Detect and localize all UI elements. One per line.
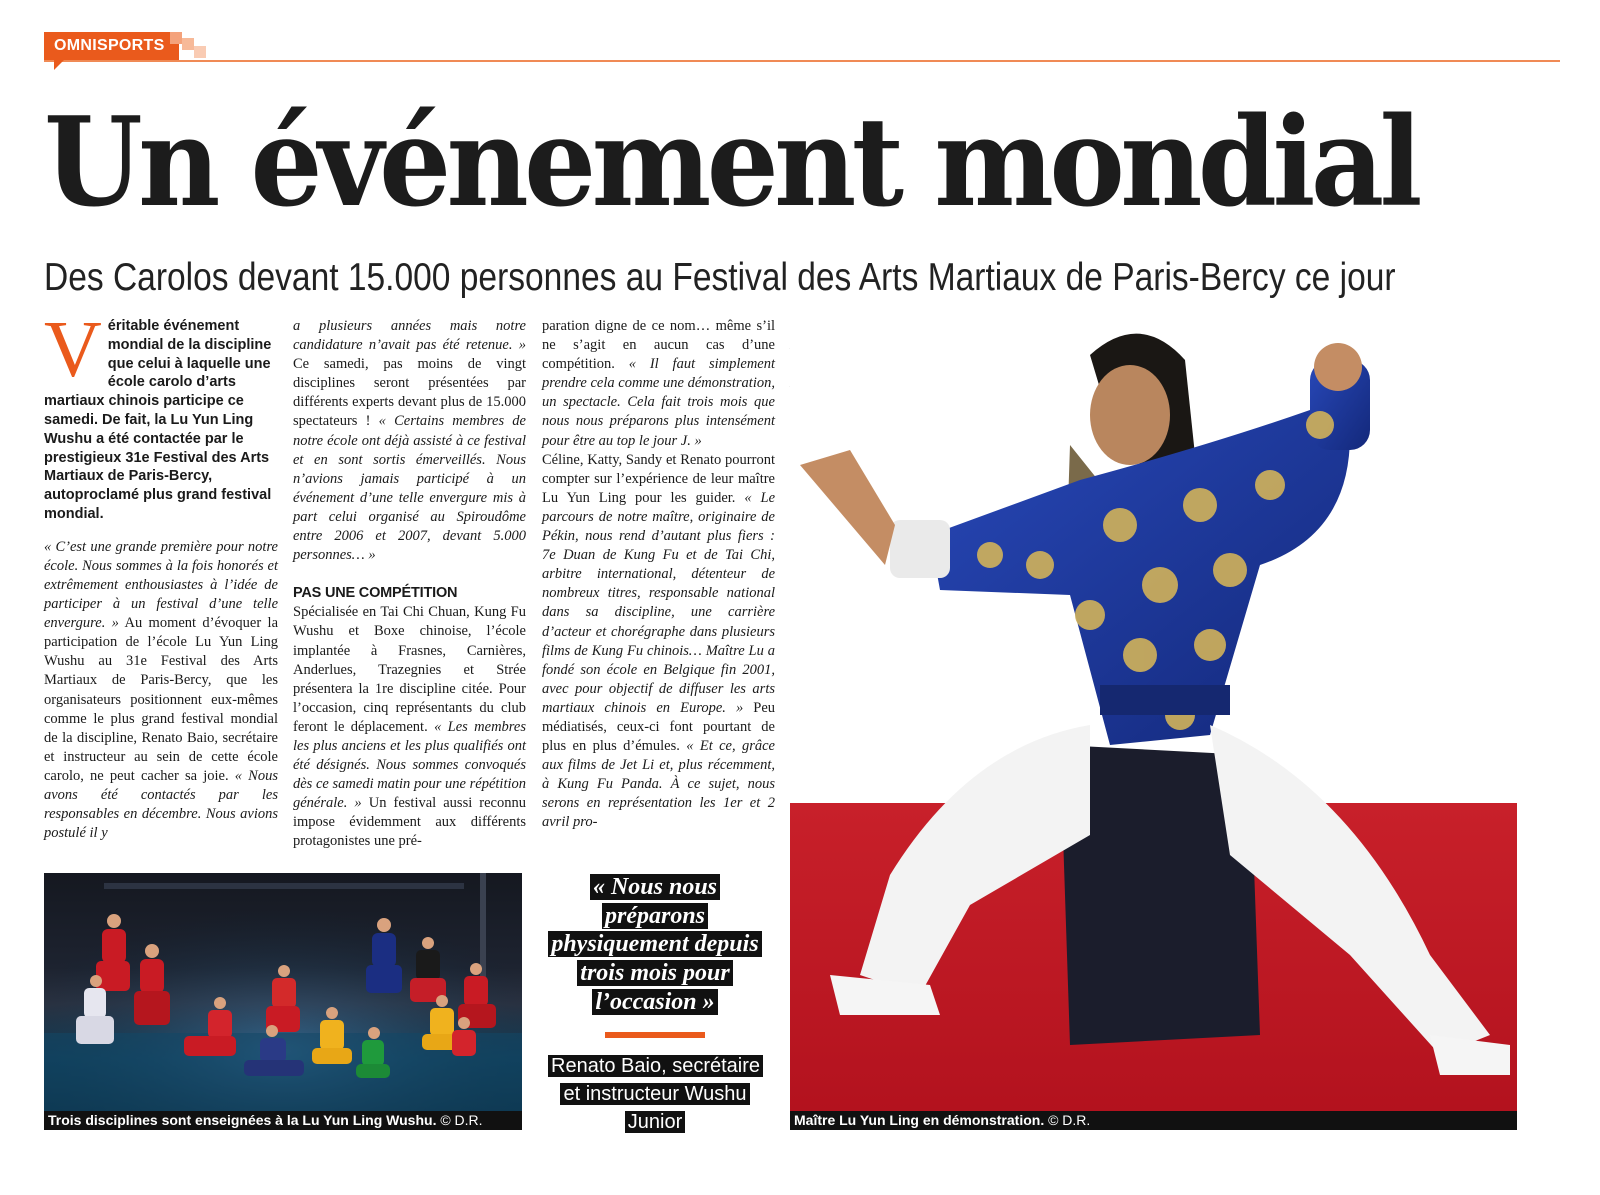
body-paragraph <box>542 317 775 451</box>
article-column-1 <box>44 306 279 843</box>
caption-text: Trois disciplines sont enseignées à la Lu Yun Ling Wushu. <box>48 1112 437 1128</box>
subheadline: Des Carolos devant 15.000 personnes au Festival des Arts Martiaux de Paris-Bercy ce jour <box>44 256 1396 299</box>
master-photo-illustration <box>790 315 1517 1111</box>
body-paragraph <box>293 317 526 565</box>
photo-credit: © D.R. <box>436 1112 483 1128</box>
quote-text: « C’est une grande première pour notre école. Nous sommes à la fois honorés et extrêmement enthousiastes à l’idée de participer à un festival d’une telle envergure. » <box>44 538 278 632</box>
photo-caption-master <box>790 1111 1517 1130</box>
quote-text: « Les membres les plus anciens et les plus qualifiés ont été désignés. Nous sommes convoqués dès ce samedi matin pour une répétition générale. » <box>293 718 526 812</box>
body-text: Au moment d’évoquer la participation de l’école Lu Yun Ling Wushu au 31e Festival des Arts Martiaux de Paris-Bercy, que les organisateurs positionnent eux-mêmes comme le plus grand festival mondial de la discipline, Renato Baio, secrétaire et instructeur au sein de cette école carolo, ne peut cacher sa joie. <box>44 615 279 784</box>
intertitle: PAS UNE COMPÉTITION <box>293 585 458 602</box>
body-paragraph <box>542 451 775 833</box>
body-text: Céline, Katty, Sandy et Renato pourront compter sur l’expérience de leur maître Lu Yun Ling pour les guider. <box>542 451 775 506</box>
body-text: paration digne de ce nom… même s’il ne s’agit en aucun cas d’une compétition. <box>542 318 775 373</box>
master-figure <box>800 334 1510 1075</box>
group-photo-illustration <box>44 873 522 1111</box>
quote-text: a plusieurs années mais notre candidature n’avait pas été retenue. » <box>293 318 526 354</box>
quote-text: « Nous avons été contactés par les responsables en décembre. Nous avions postulé il y <box>44 767 278 842</box>
rubric-rule <box>44 60 1560 62</box>
pull-quote-rule <box>605 1032 705 1038</box>
article-column-3 <box>542 317 775 833</box>
body-text: Peu médiatisés, ceux-ci font pourtant de plus en plus d’émules. <box>542 699 776 755</box>
lede-paragraph <box>44 306 278 524</box>
quote-text: « Il faut simplement prendre cela comme une démonstration, un spectacle. Cela fait trois mois que nous nous préparons plus intensément pour être au top le jour J. » <box>542 356 776 449</box>
pull-quote-words: « Nous nous préparons physiquement depuis trois mois pour l’occasion » <box>548 874 761 1015</box>
photo-master-demonstration <box>790 315 1517 1111</box>
photo-group-demonstration <box>44 873 522 1111</box>
lede-text: éritable événement mondial de la discipline que celui à laquelle une école carolo d’arts martiaux chinois participe ce samedi. De fait, la Lu Yun Ling Wushu a été contactée par le prestigieux 31e Festival des Arts Martiaux de Paris-Bercy, autoproclamé plus grand festival mondial. <box>44 318 272 522</box>
body-text: Un festival aussi reconnu impose évidemment aux différents protagonistes une pré- <box>293 795 526 850</box>
quote-text: « Et ce, grâce aux films de Jet Li et, plus récemment, à Kung Fu Panda. À ce sujet, nous serons en représentation les 1er et 2 avril pro- <box>542 738 775 831</box>
pull-quote <box>548 873 762 1136</box>
body-paragraph <box>293 603 526 851</box>
photo-caption-group <box>44 1111 522 1130</box>
pull-quote-text <box>548 873 762 1017</box>
body-paragraph <box>44 538 278 844</box>
body-text: Ce samedi, pas moins de vingt disciplines seront présentées par différents experts devant plus de 15.000 spectateurs ! <box>293 356 526 430</box>
caption-text: Maître Lu Yun Ling en démonstration. <box>794 1112 1045 1128</box>
body-text: Spécialisée en Tai Chi Chuan, Kung Fu Wushu et Boxe chinoise, l’école implantée à Frasnes, Carnières, Anderlues, Trazegnies et Strée présentera la 1re discipline citée. Pour l’occasion, cinq représentants du club feront le déplacement. <box>293 604 526 735</box>
rubric-tail <box>54 60 64 70</box>
pull-quote-author <box>548 1052 762 1136</box>
pull-quote-author-text: Renato Baio, secrétaire et instructeur Wushu Junior <box>548 1055 763 1133</box>
headline: Un événement mondial <box>44 91 1418 235</box>
rubric-decor <box>194 46 206 58</box>
section-label: OMNISPORTS <box>44 32 179 60</box>
quote-text: « Le parcours de notre maître, originaire de Pékin, nous rend d’autant plus fiers : 7e Duan de Kung Fu et de Tai Chi, arbitre international, détenteur de nombreux titres, responsable national dans sa discipline, une carrière d’acteur et chorégraphe dans plusieurs films de Kung Fu chinois… Maître Lu a fondé son école en Belgique fin 2001, avec pour objectif de diffuser les arts martiaux chinois en Europe. » <box>542 489 776 716</box>
quote-text: « Certains membres de notre école ont déjà assisté à ce festival et en sont sortis émerveillés. Nous n’avions jamais participé à un événement d’une telle envergure mis à part celui organisé au Spiroudôme entre 2006 et 2007, devant 5.000 personnes… » <box>293 413 526 564</box>
rubric-decor <box>182 38 194 50</box>
rubric-decor <box>170 32 182 44</box>
drop-cap: V <box>44 306 102 394</box>
section-rubric <box>44 32 1560 62</box>
article-column-2 <box>293 317 526 852</box>
photo-credit: © D.R. <box>1044 1112 1091 1128</box>
